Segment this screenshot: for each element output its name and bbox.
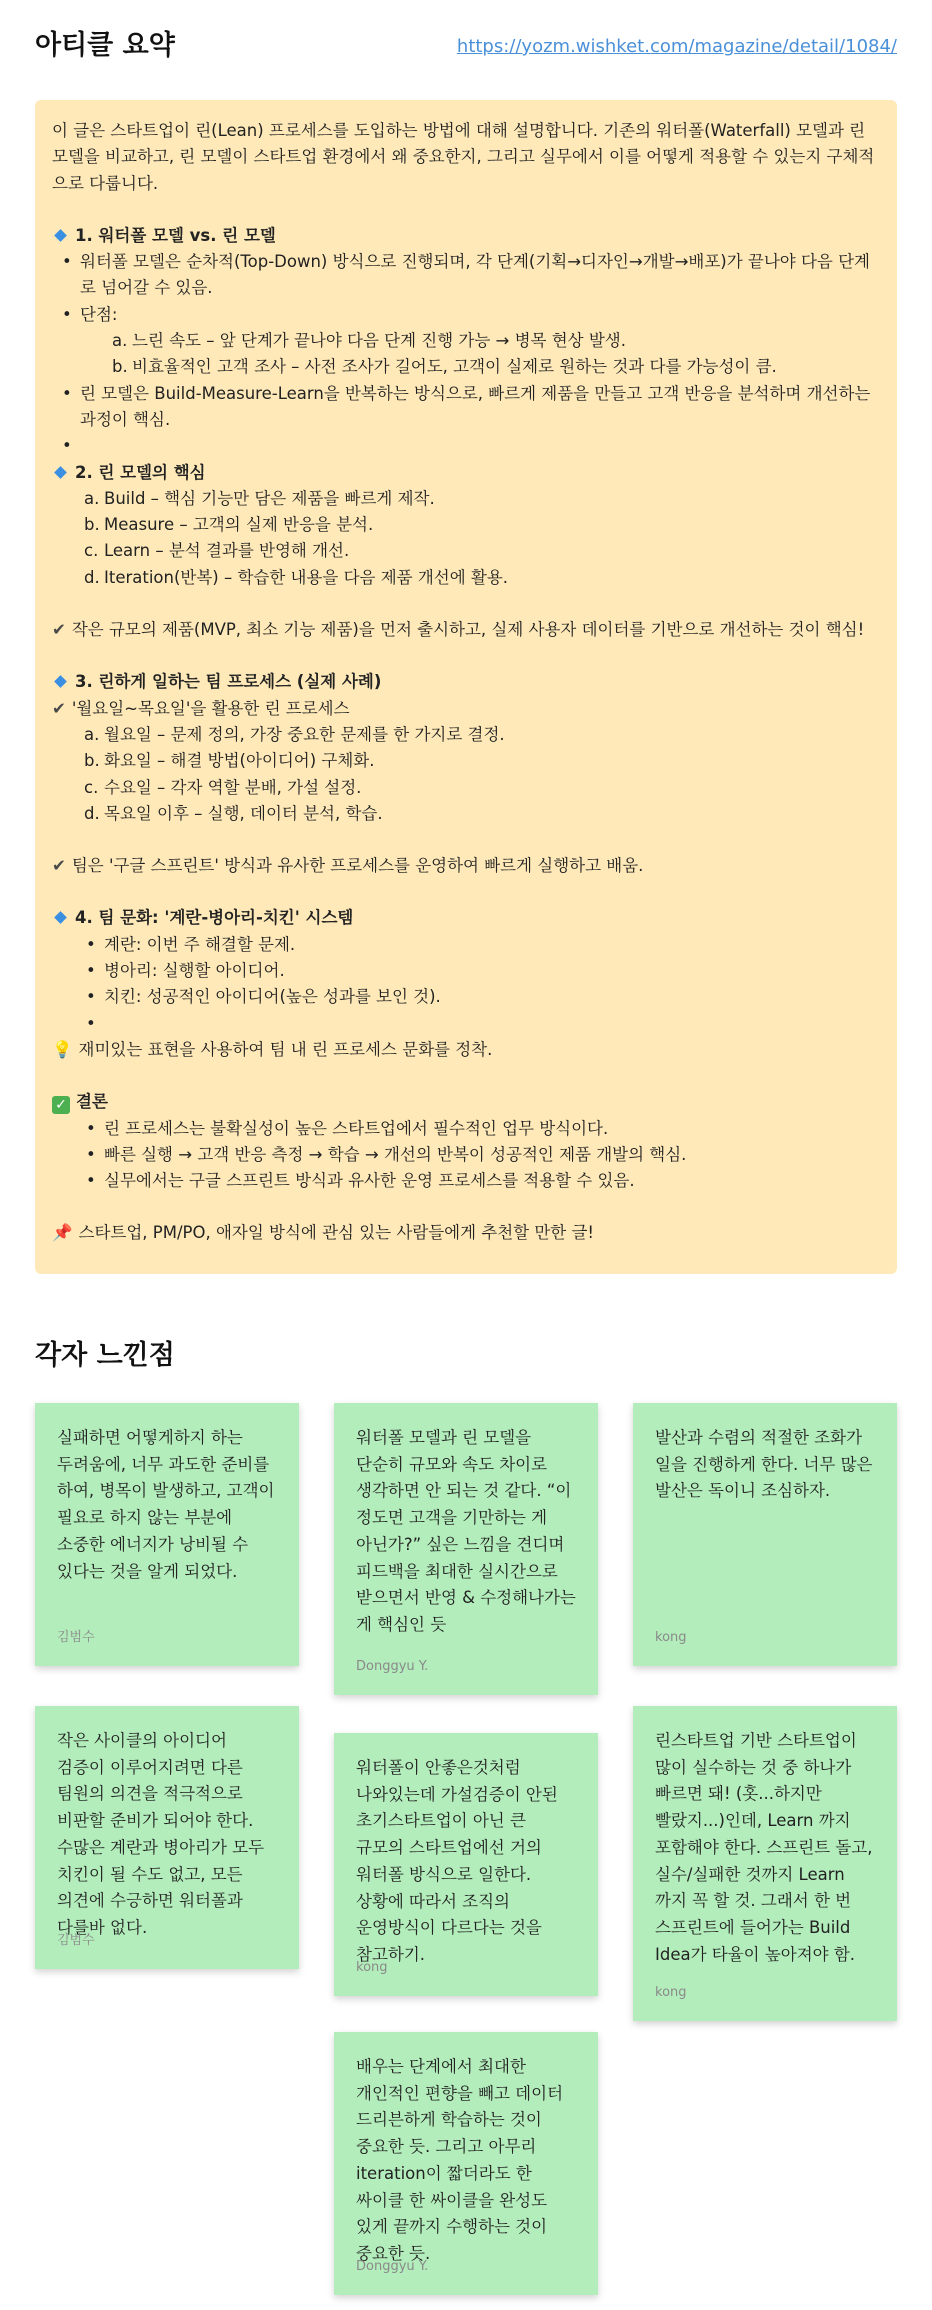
section-heading: ✓ 결론	[52, 1089, 881, 1115]
list-item: • 치킨: 성공적인 아이디어(높은 성과를 보인 것).	[52, 984, 881, 1010]
spacer	[52, 591, 881, 617]
card-text: 작은 사이클의 아이디어 검증이 이루어지려면 다른 팀원의 의견을 적극적으로 비판할 준비가 되어야 한다. 수많은 계란과 병아리가 모두 치킨이 될 수도 없고, 모든 의견에 수긍하면 워터폴과 다를바 없다.	[57, 1731, 265, 1937]
impression-card	[35, 1706, 299, 1969]
blue-diamond-icon	[54, 912, 67, 925]
summary-intro: 이 글은 스타트업이 린(Lean) 프로세스를 도입하는 방법에 대해 설명합니다. 기존의 워터폴(Waterfall) 모델과 린 모델을 비교하고, 린 모델이 스타트업 환경에서 왜 중요한지, 그리고 실무에서 이를 어떻게 적용할 수 있는지 구체적으로 다룹니다.	[52, 121, 875, 193]
section-subheading: ✔ '월요일~목요일'을 활용한 린 프로세스	[52, 696, 881, 722]
section-list	[52, 722, 881, 827]
card-text: 린스타트업 기반 스타트업이 많이 실수하는 것 중 하나가 빠르면 돼! (홋...하지만 빨랐지...)인데, Learn 까지 포함해야 한다. 스프린트 돌고, 실수/실패한 것까지 Learn 까지 꼭 할 것. 그래서 한 번 스프린트에 들어가는 Build Idea가 타율이 높아져야 함.	[655, 1731, 873, 1964]
card-author: 김범수	[57, 1630, 95, 1645]
list-item: d. 목요일 이후 – 실행, 데이터 분석, 학습.	[84, 803, 383, 823]
list-item: • 워터폴 모델은 순차적(Top-Down) 방식으로 진행되며, 각 단계(기획→디자인→개발→배포)가 끝나야 다음 단계로 넘어갈 수 있음.	[52, 249, 881, 302]
summary-box	[35, 100, 897, 1274]
section-heading: 4. 팀 문화: '계란-병아리-치킨' 시스템	[52, 905, 881, 931]
section-heading: 2. 린 모델의 핵심	[52, 460, 881, 486]
list-item: • 병아리: 실행할 아이디어.	[52, 958, 881, 984]
list-item: a. Build – 핵심 기능만 담은 제품을 빠르게 제작.	[84, 488, 435, 508]
list-item: d. Iteration(반복) – 학습한 내용을 다음 제품 개선에 활용.	[84, 567, 509, 587]
card-author: Donggyu Y.	[356, 1659, 429, 1674]
section-heading: 1. 워터폴 모델 vs. 린 모델	[52, 223, 881, 249]
list-item: • 린 프로세스는 불확실성이 높은 스타트업에서 필수적인 업무 방식이다.	[52, 1116, 881, 1142]
impression-card	[633, 1403, 897, 1666]
section-heading: 3. 린하게 일하는 팀 프로세스 (실제 사례)	[52, 669, 881, 695]
section-list	[52, 932, 881, 1037]
section-note: 💡 재미있는 표현을 사용하여 팀 내 린 프로세스 문화를 정착.	[52, 1037, 881, 1063]
list-item: a. 느린 속도 – 앞 단계가 끝나야 다음 단계 진행 가능 → 병목 현상 발생.	[112, 331, 626, 351]
section-note: ✔ 작은 규모의 제품(MVP, 최소 기능 제품)을 먼저 출시하고, 실제 사용자 데이터를 기반으로 개선하는 것이 핵심!	[52, 617, 881, 643]
card-author: kong	[655, 1985, 687, 2000]
list-item: • 단점: a. 느린 속도 – 앞 단계가 끝나야 다음 단계 진행 가능 → 병목 현상 발생. b. 비효율적인 고객 조사 – 사전 조사가 길어도, 고객이 실제로 원하는 것과 다를 가능성이 큼.	[52, 302, 881, 381]
pushpin-icon: 📌	[52, 1223, 73, 1243]
card-text: 워터폴이 안좋은것처럼 나와있는데 가설검증이 안된 초기스타트업이 아닌 큰 규모의 스타트업에선 거의 워터폴 방식으로 일한다. 상황에 따라서 조직의 운영방식이 다르다는 것을 참고하기.	[356, 1758, 558, 1964]
impression-card	[35, 1403, 299, 1666]
list-item: a. 월요일 – 문제 정의, 가장 중요한 문제를 한 가지로 결정.	[84, 724, 505, 744]
card-text: 실패하면 어떻게하지 하는 두려움에, 너무 과도한 준비를 하여, 병목이 발생하고, 고객이 필요로 하지 않는 부분에 소중한 에너지가 낭비될 수 있다는 것을 알게 되었다.	[57, 1428, 275, 1581]
list-item: • 린 모델은 Build-Measure-Learn을 반복하는 방식으로, 빠르게 제품을 만들고 고객 반응을 분석하며 개선하는 과정이 핵심.	[52, 381, 881, 434]
article-header	[35, 26, 897, 66]
impression-card	[633, 1706, 897, 2021]
blue-diamond-icon	[54, 466, 67, 479]
list-item: b. 화요일 – 해결 방법(아이디어) 구체화.	[84, 751, 375, 771]
empty-list-item	[52, 1011, 881, 1037]
list-item: c. Learn – 분석 결과를 반영해 개선.	[84, 541, 350, 561]
section-note: ✔ 팀은 '구글 스프린트' 방식과 유사한 프로세스를 운영하여 빠르게 실행하고 배움.	[52, 853, 881, 879]
blue-diamond-icon	[54, 675, 67, 688]
article-link[interactable]: https://yozm.wishket.com/magazine/detail/1084/	[456, 36, 897, 57]
card-author: kong	[655, 1630, 687, 1645]
card-text: 배우는 단계에서 최대한 개인적인 편향을 빼고 데이터 드리븐하게 학습하는 것이 중요한 듯. 그리고 아무리 iteration이 짧더라도 한 싸이클 한 싸이클을 완성도 있게 끝까지 수행하는 것이 중요한 듯.	[356, 2057, 564, 2263]
check-mark-icon: ✔	[52, 620, 66, 640]
impression-card	[334, 1403, 598, 1695]
list-item: c. 수요일 – 각자 역할 분배, 가설 설정.	[84, 777, 362, 797]
list-item: • 계란: 이번 주 해결할 문제.	[52, 932, 881, 958]
check-box-icon: ✓	[52, 1096, 70, 1114]
card-text: 발산과 수렴의 적절한 조화가 일을 진행하게 한다. 너무 많은 발산은 독이니 조심하자.	[655, 1428, 873, 1501]
card-author: kong	[356, 1960, 388, 1975]
light-bulb-icon: 💡	[52, 1039, 73, 1059]
list-item: b. 비효율적인 고객 조사 – 사전 조사가 길어도, 고객이 실제로 원하는 것과 다를 가능성이 큼.	[112, 357, 777, 377]
spacer	[52, 643, 881, 669]
section-list	[52, 1116, 881, 1195]
list-item: b. Measure – 고객의 실제 반응을 분석.	[84, 515, 374, 535]
list-item: • 실무에서는 구글 스프린트 방식과 유사한 운영 프로세스를 적용할 수 있음.	[52, 1168, 881, 1194]
impression-card	[334, 2032, 598, 2295]
impression-card	[334, 1733, 598, 1996]
impressions-title: 각자 느낀점	[35, 1340, 175, 1371]
closing-note: 📌 스타트업, PM/PO, 애자일 방식에 관심 있는 사람들에게 추천할 만한 글!	[52, 1220, 881, 1246]
spacer	[52, 827, 881, 853]
empty-list-item	[52, 433, 881, 459]
check-mark-icon: ✔	[52, 856, 66, 876]
card-text: 워터폴 모델과 린 모델을 단순히 규모와 속도 차이로 생각하면 안 되는 것 같다. “이 정도면 고객을 기만하는 게 아닌가?” 싶은 느낌을 견디며 피드백을 최대한 실시간으로 받으면서 반영 & 수정해나가는 게 핵심인 듯	[356, 1428, 576, 1634]
spacer	[52, 1063, 881, 1089]
page-title: 아티클 요약	[35, 30, 175, 61]
list-item: • 빠른 실행 → 고객 반응 측정 → 학습 → 개선의 반복이 성공적인 제품 개발의 핵심.	[52, 1142, 881, 1168]
section-list	[52, 486, 881, 591]
check-mark-icon: ✔	[52, 698, 66, 718]
card-author: 김범수	[57, 1933, 95, 1948]
blue-diamond-icon	[54, 229, 67, 242]
card-author: Donggyu Y.	[356, 2259, 429, 2274]
spacer	[52, 879, 881, 905]
spacer	[52, 1194, 881, 1220]
section-list	[52, 249, 881, 459]
